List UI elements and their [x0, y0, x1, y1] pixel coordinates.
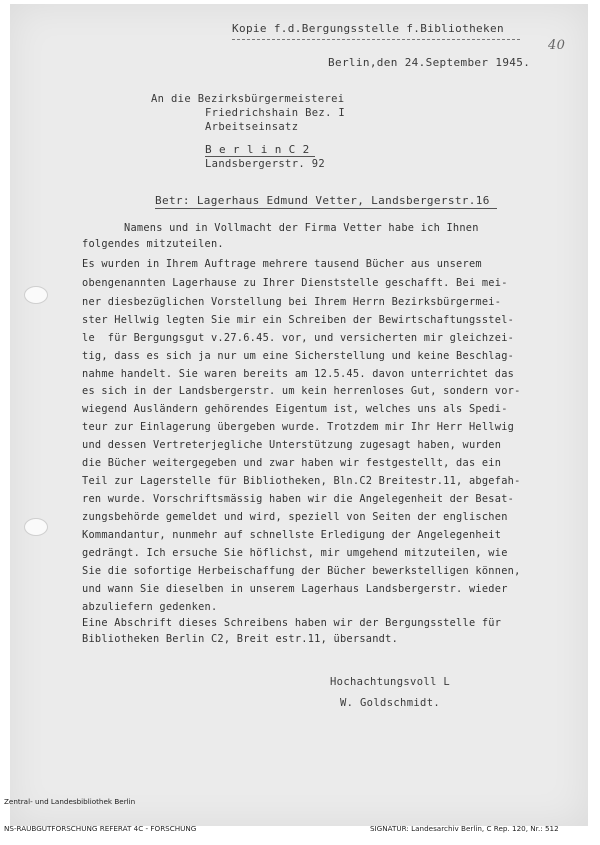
body-line: ren wurde. Vorschriftsmässig haben wir die Angelegenheit der Besat-: [82, 493, 515, 505]
recipient-street: Landsbergerstr. 92: [205, 158, 326, 170]
recipient-city-underline: [205, 156, 315, 157]
date-line: Berlin,den 24.September 1945.: [328, 56, 531, 69]
body-line: Namens und in Vollmacht der Firma Vetter habe ich Ihnen: [124, 222, 479, 234]
recipient-line-3: Arbeitseinsatz: [205, 121, 299, 133]
body-line: gedrängt. Ich ersuche Sie höflichst, mir umgehend mitzuteilen, wie: [82, 547, 508, 559]
body-line: abzuliefern gedenken.: [82, 601, 218, 613]
punch-hole-top: [24, 286, 48, 304]
body-line: Teil zur Lagerstelle für Bibliotheken, Bln.C2 Breitestr.11, abgefah-: [82, 475, 521, 487]
footer-signature: SIGNATUR: Landesarchiv Berlin, C Rep. 120, Nr.: 512: [370, 824, 559, 833]
body-line: Kommandantur, nunmehr auf schnellste Erledigung der Angelegenheit: [82, 529, 502, 541]
body-line: Es wurden in Ihrem Auftrage mehrere tausend Bücher aus unserem: [82, 258, 482, 270]
body-line: tig, dass es sich ja nur um eine Sicherstellung und keine Beschlag-: [82, 350, 515, 362]
recipient-city: B e r l i n C 2: [205, 143, 310, 156]
subject-underline: [155, 208, 497, 209]
closing-salutation: Hochachtungsvoll L: [330, 676, 451, 688]
body-line: le für Bergungsgut v.27.6.45. vor, und versicherten mir gleichzei-: [82, 332, 515, 344]
page-number: 40: [548, 38, 566, 53]
copy-note: Kopie f.d.Bergungsstelle f.Bibliotheken: [232, 22, 504, 35]
body-line: nahme handelt. Sie waren bereits am 12.5.45. davon unterrichtet das: [82, 368, 515, 380]
recipient-line-2: Friedrichshain Bez. I: [205, 107, 346, 119]
body-line: es sich in der Landsbergerstr. um kein herrenloses Gut, sondern vor-: [82, 385, 521, 397]
body-line: zungsbehörde gemeldet und wird, speziell von Seiten der englischen: [82, 511, 508, 523]
subject-line: Betr: Lagerhaus Edmund Vetter, Landsbergerstr.16: [155, 194, 490, 207]
footer-department: NS-RAUBGUTFORSCHUNG REFERAT 4C - FORSCHUNG: [4, 824, 197, 833]
body-line: teur zur Einlagerung übergeben wurde. Trotzdem mir Ihr Herr Hellwig: [82, 421, 515, 433]
signature-name: W. Goldschmidt.: [340, 697, 441, 709]
body-line: obengenannten Lagerhause zu Ihrer Dienststelle geschafft. Bei mei-: [82, 277, 508, 289]
body-line: Sie die sofortige Herbeischaffung der Bücher bewerkstelligen können,: [82, 565, 521, 577]
body-line: wiegend Ausländern gehörendes Eigentum ist, welches uns als Spedi-: [82, 403, 508, 415]
body-line: die Bücher weitergegeben und zwar haben wir festgestellt, das ein: [82, 457, 502, 469]
body-line: folgendes mitzuteilen.: [82, 238, 224, 250]
body-line: Bibliotheken Berlin C2, Breit estr.11, übersandt.: [82, 633, 399, 645]
body-line: Eine Abschrift dieses Schreibens haben wir der Bergungsstelle für: [82, 617, 502, 629]
copy-note-underline: [232, 39, 520, 40]
document-page: [10, 4, 588, 826]
body-line: ner diesbezüglichen Vorstellung bei Ihrem Herrn Bezirksbürgermei-: [82, 296, 502, 308]
recipient-line-1: An die Bezirksbürgermeisterei: [151, 93, 345, 105]
footer-left: [4, 779, 196, 842]
body-line: ster Hellwig legten Sie mir ein Schreiben der Bewirtschaftungsstel-: [82, 314, 515, 326]
footer-institution: Zentral- und Landesbibliothek Berlin: [4, 797, 136, 806]
body-line: und wann Sie dieselben in unserem Lagerhaus Landsbergerstr. wieder: [82, 583, 508, 595]
body-line: und dessen Vertreterjegliche Unterstützung zugesagt haben, wurden: [82, 439, 502, 451]
punch-hole-bottom: [24, 518, 48, 536]
